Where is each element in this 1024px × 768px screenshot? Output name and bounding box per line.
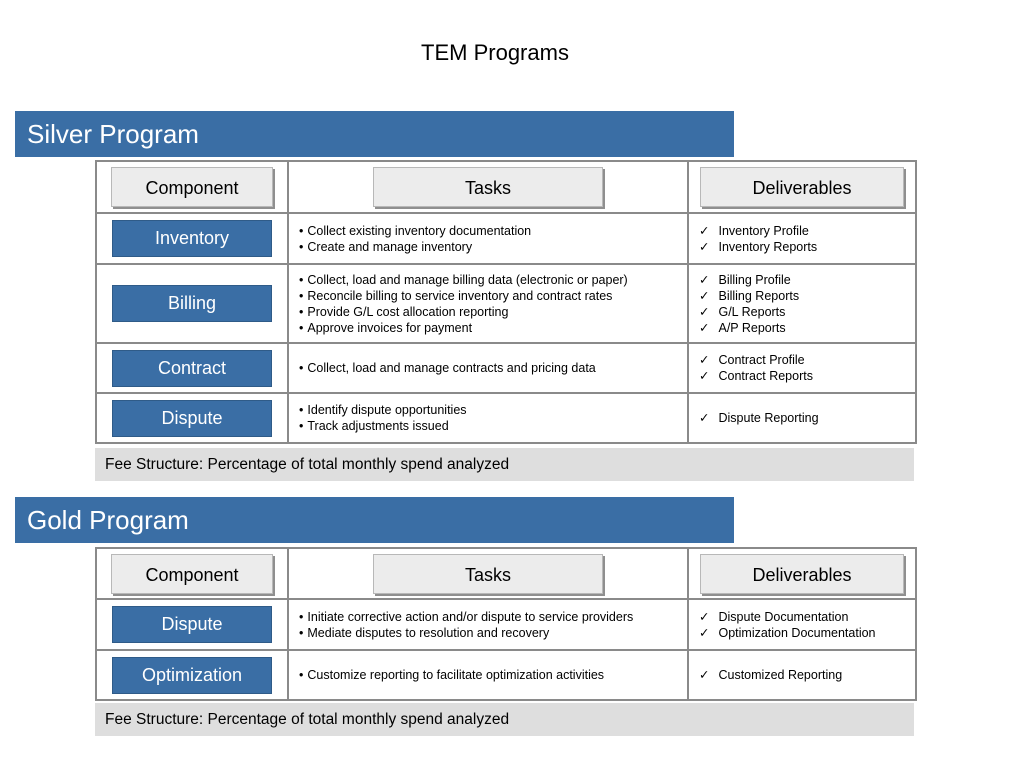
deliverable-list	[689, 352, 915, 384]
deliverable-item: ✓ Dispute Documentation	[699, 609, 915, 625]
table-row	[96, 599, 916, 650]
component-header: Component	[111, 167, 273, 207]
table-row	[96, 393, 916, 443]
task-item: • Approve invoices for payment	[299, 320, 687, 336]
deliverable-item: ✓ Billing Reports	[699, 288, 915, 304]
page-title: TEM Programs	[421, 40, 569, 65]
component-optimization: Optimization	[112, 657, 272, 694]
header-row	[96, 161, 916, 213]
deliverable-item: ✓ Dispute Reporting	[699, 410, 915, 426]
gold-program-banner: Gold Program	[15, 497, 734, 543]
component-inventory: Inventory	[112, 220, 272, 257]
task-item: • Initiate corrective action and/or dispute to service providers	[299, 609, 687, 625]
deliverable-item: ✓ Inventory Reports	[699, 239, 915, 255]
component-contract: Contract	[112, 350, 272, 387]
table-row	[96, 343, 916, 393]
deliverable-item: ✓ Inventory Profile	[699, 223, 915, 239]
task-item: • Provide G/L cost allocation reporting	[299, 304, 687, 320]
deliverable-list	[689, 609, 915, 641]
task-list	[289, 402, 687, 434]
task-item: • Mediate disputes to resolution and recovery	[299, 625, 687, 641]
gold-program-table	[95, 547, 917, 701]
table-row	[96, 213, 916, 264]
deliverable-item: ✓ G/L Reports	[699, 304, 915, 320]
task-item: • Customize reporting to facilitate optimization activities	[299, 667, 687, 683]
gold-fee-structure: Fee Structure: Percentage of total monthly spend analyzed	[95, 703, 914, 736]
component-header: Component	[111, 554, 273, 594]
deliverable-item: ✓ Optimization Documentation	[699, 625, 915, 641]
task-item: • Collect, load and manage billing data (electronic or paper)	[299, 272, 687, 288]
header-row	[96, 548, 916, 599]
task-item: • Track adjustments issued	[299, 418, 687, 434]
tasks-header: Tasks	[373, 167, 603, 207]
task-item: • Reconcile billing to service inventory and contract rates	[299, 288, 687, 304]
component-billing: Billing	[112, 285, 272, 322]
task-list	[289, 272, 687, 336]
task-list	[289, 360, 687, 376]
deliverables-header: Deliverables	[700, 554, 904, 594]
deliverable-list	[689, 272, 915, 336]
table-row	[96, 650, 916, 700]
silver-program-banner: Silver Program	[15, 111, 734, 157]
deliverable-list	[689, 223, 915, 255]
component-dispute: Dispute	[112, 606, 272, 643]
deliverable-list	[689, 667, 915, 683]
deliverable-item: ✓ Billing Profile	[699, 272, 915, 288]
task-item: • Identify dispute opportunities	[299, 402, 687, 418]
silver-fee-structure: Fee Structure: Percentage of total monthly spend analyzed	[95, 448, 914, 481]
deliverables-header: Deliverables	[700, 167, 904, 207]
deliverable-item: ✓ Contract Profile	[699, 352, 915, 368]
deliverable-item: ✓ Customized Reporting	[699, 667, 915, 683]
task-item: • Collect existing inventory documentation	[299, 223, 687, 239]
silver-program-table	[95, 160, 917, 444]
task-list	[289, 609, 687, 641]
task-list	[289, 667, 687, 683]
task-item: • Collect, load and manage contracts and pricing data	[299, 360, 687, 376]
task-list	[289, 223, 687, 255]
component-dispute: Dispute	[112, 400, 272, 437]
deliverable-item: ✓ Contract Reports	[699, 368, 915, 384]
tasks-header: Tasks	[373, 554, 603, 594]
table-row	[96, 264, 916, 343]
deliverable-list	[689, 410, 915, 426]
deliverable-item: ✓ A/P Reports	[699, 320, 915, 336]
task-item: • Create and manage inventory	[299, 239, 687, 255]
